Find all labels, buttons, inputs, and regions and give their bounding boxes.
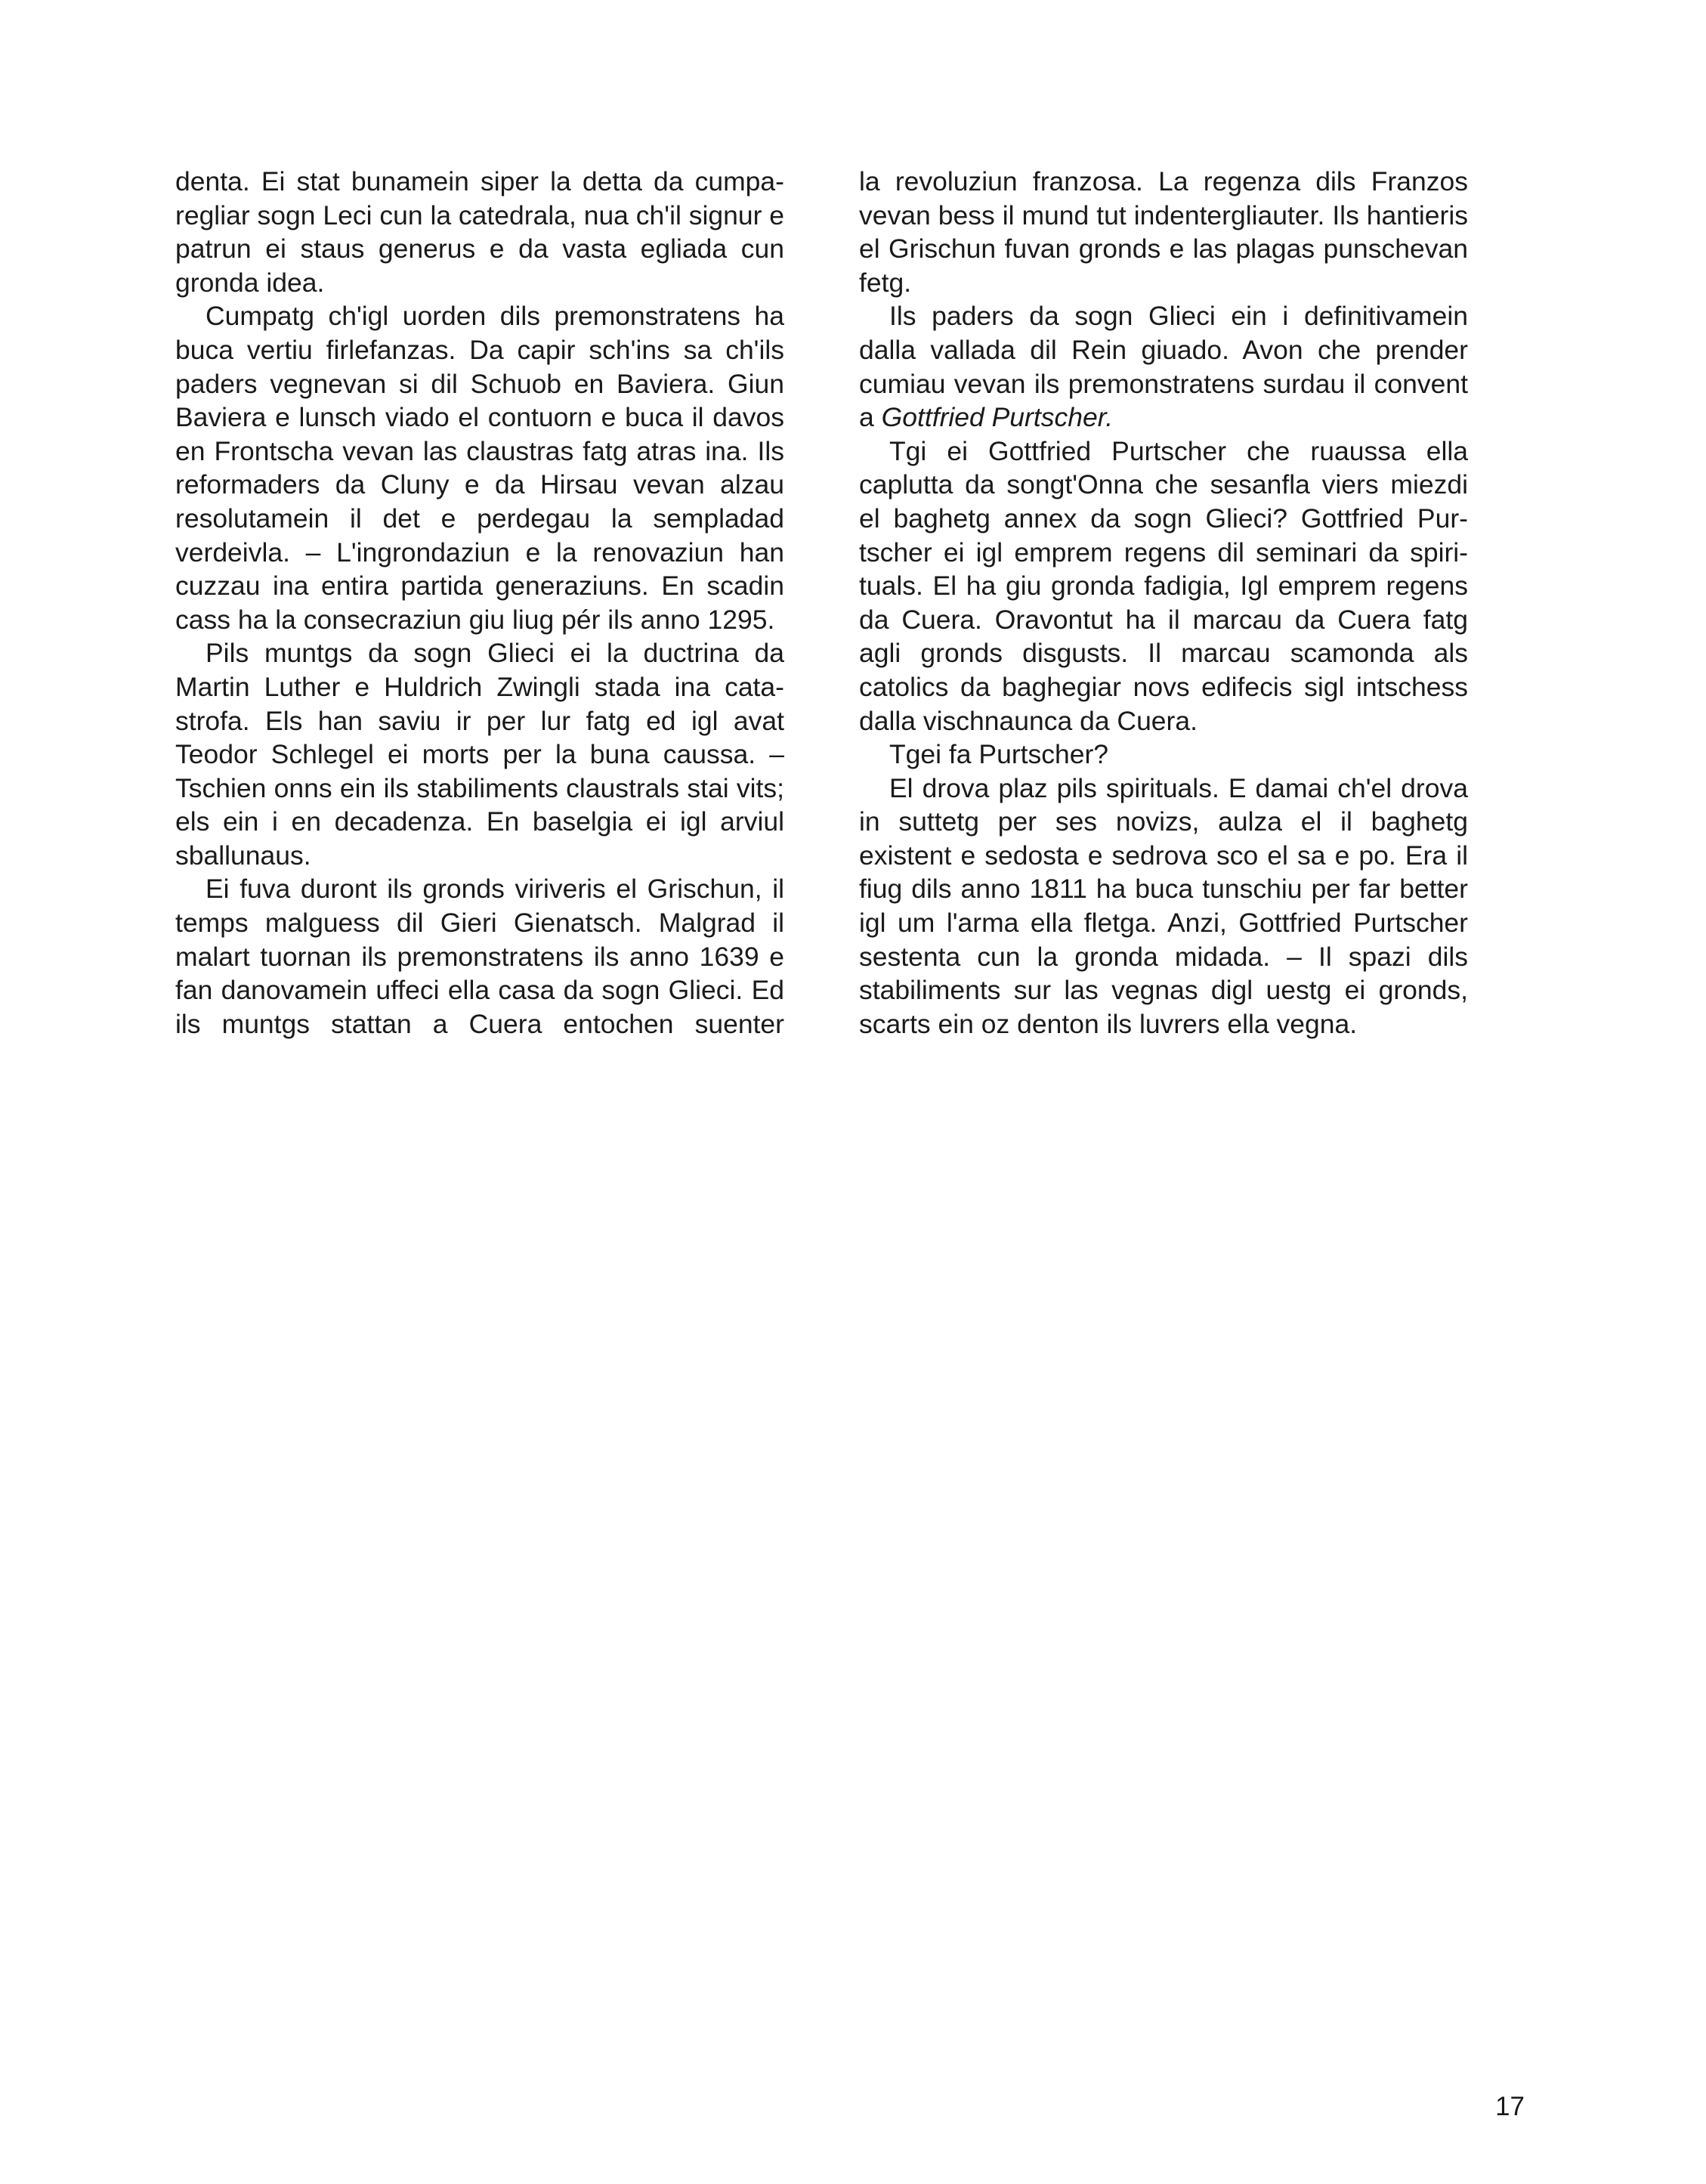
page-number: 17 [1495,2092,1525,2121]
right-text-column [859,165,1468,1041]
paragraph: Tgei fa Purtscher? [889,739,1109,770]
paragraph: Pils muntgs da sogn Glieci ei la ductrina da Martin Luther e Huldrich Zwingli stada ina catastrofa. Els han saviu ir per lur fatg ed igl avat Teodor Schlegel ei morts per la buna caussa. – Tschien onns ein ils stabiliments claustrals stai vits; els ein i en decadenza. En baselgia ei igl arviul sballunaus. [175,638,784,871]
paragraph: denta. Ei stat bunamein siper la detta da cumparegliar sogn Leci cun la catedrala, nua ch'il signur e patrun ei staus generus e da vasta egliada cun gronda idea. [175,166,784,298]
paragraph-text: Ils paders da sogn Glieci ein i definitivamein dalla vallada dil Rein giuado. Avon che prender cumiau vevan ils premonstratens surdau il convent a [859,301,1468,433]
paragraph: Cumpatg ch'igl uorden dils premonstratens ha buca vertiu firlefanzas. Da capir sch'ins sa ch'ils paders vegnevan si dil Schuob en Baviera. Giun Baviera e lunsch viado el contuorn e buca il davos en Frontscha vevan las claustras fatg atras ina. Ils reformaders da Cluny e da Hirsau vevan alzau resolutamein il det e perdegau la sempladad verdeivla. – L'ingrondaziun e la renovaziun han cuzzau ina entira partida generaziuns. En scadin cass ha la consecraziun giu liug pér ils anno 1295. [175,301,784,635]
left-text-column [175,165,784,1041]
paragraph: la revoluziun franzosa. La regenza dils Franzos vevan bess il mund tut indentergliauter. Ils hantieris el Grischun fuvan gronds e las plagas punschevan fetg. [859,166,1468,298]
paragraph: Ei fuva duront ils gronds viriveris el Grischun, il temps malguess dil Gieri Gienatsch. Malgrad il malart tuornan ils premonstratens ils anno 1639 e fan danovamein uffeci ella casa da sogn Glieci. Ed ils muntgs stattan a Cuera entochen suenter [175,874,784,1039]
paragraph: Tgi ei Gottfried Purtscher che ruaussa ella caplutta da songt'Onna che sesanfla viers miezdi el baghetg annex da sogn Glieci? Gottfried Purtscher ei igl emprem regens dil seminari da spirituals. El ha giu gronda fadigia, Igl emprem regens da Cuera. Oravontut ha il marcau da Cuera fatg agli gronds disgusts. Il marcau scamonda als catolics da baghegiar novs edifecis sigl intschess dalla vischnaunca da Cuera. [859,435,1468,736]
paragraph [859,299,1468,434]
italic-name: Gottfried Purtscher. [881,402,1114,433]
paragraph: El drova plaz pils spirituals. E damai ch'el drova in suttetg per ses novizs, aulza el il baghetg existent e sedosta e sedrova sco el sa e po. Era il fiug dils anno 1811 ha buca tunschiu per far better igl um l'arma ella fletga. Anzi, Gottfried Purtscher sestenta cun la gronda midada. – Il spazi dils stabiliments sur las vegnas digl uestg ei gronds, scarts ein oz denton ils luvrers ella vegna. [859,772,1468,1039]
